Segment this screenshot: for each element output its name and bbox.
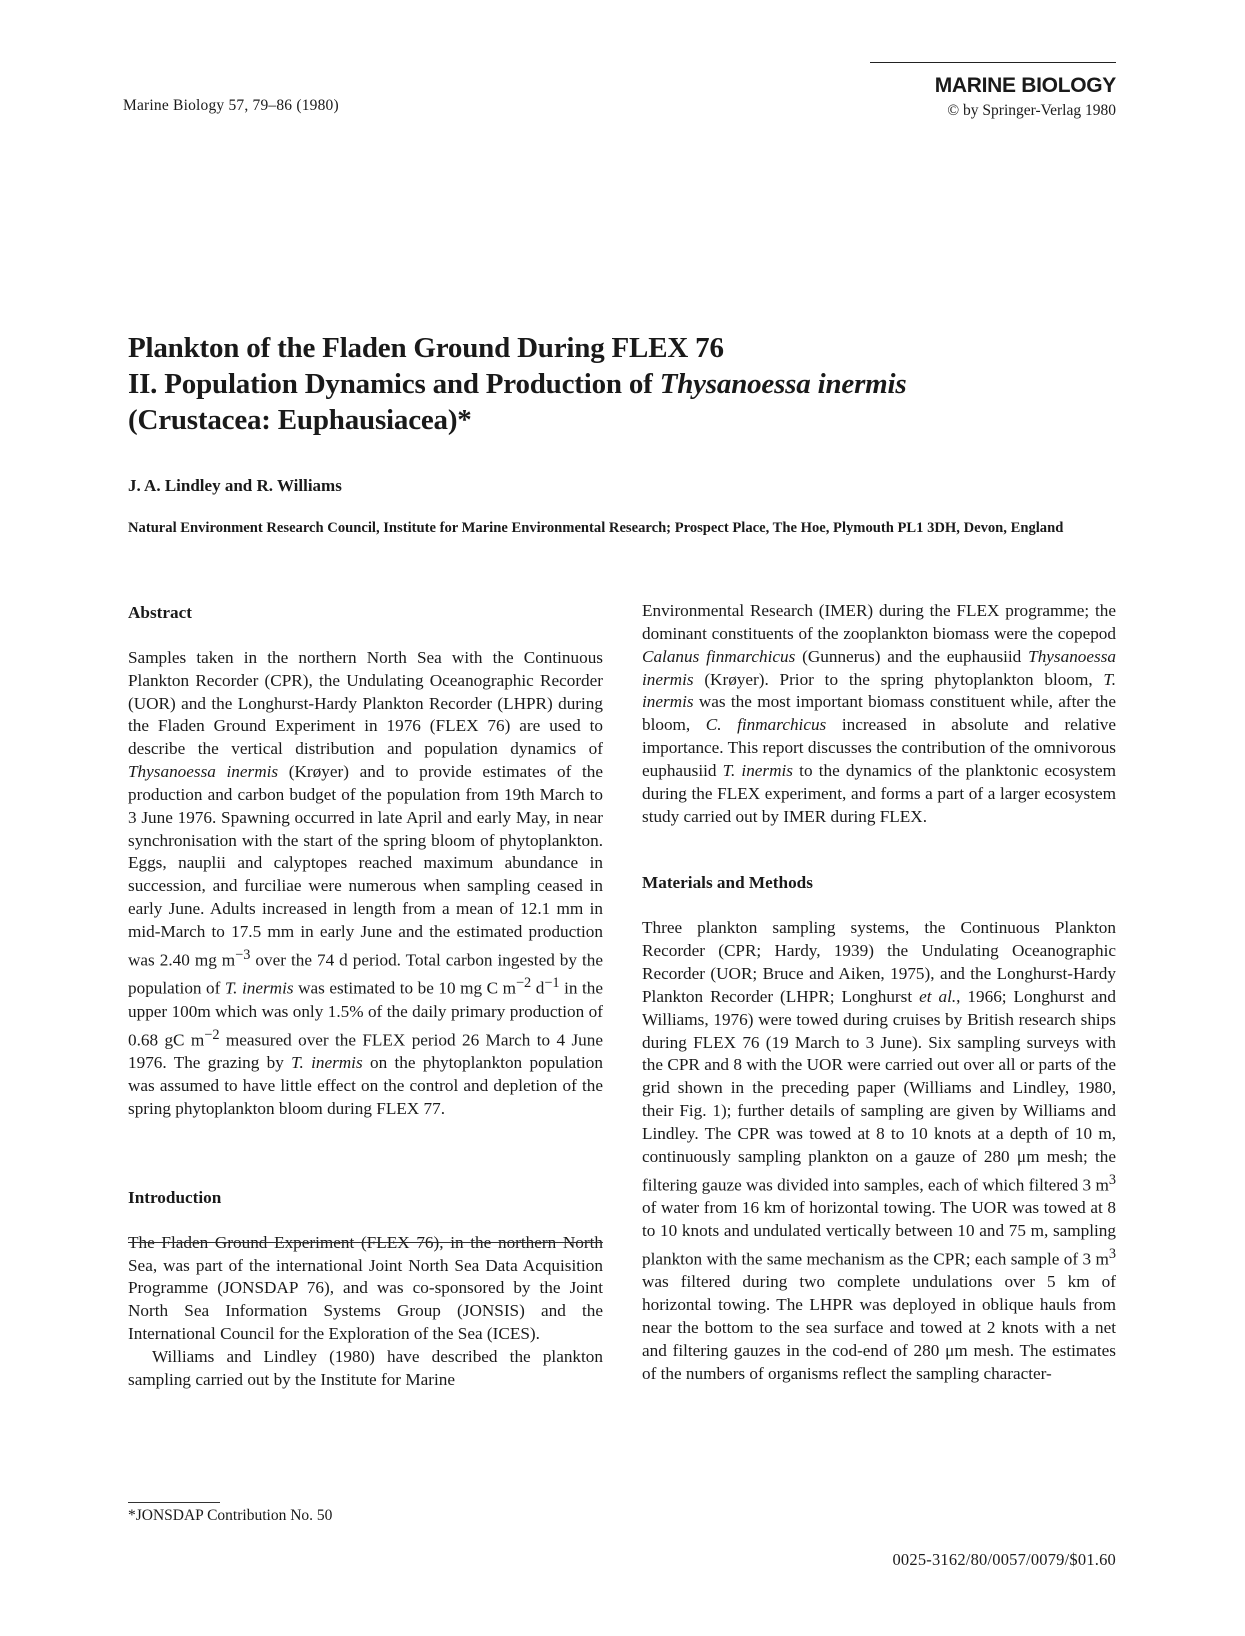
introduction-continued: Environmental Research (IMER) during the FLEX programme; the dominant constituents of the zooplankton biomass were the copepod Calanus finmarchicus (Gunnerus) and the euphausiid Thysanoessa inermis (Krøyer). Prior to the spring phytoplankton bloom, T. inermis was the most important biomass constituent while, after the bloom, C. finmarchicus increased in absolute and relative importance. This report discusses the contribution of the omnivorous euphausiid T. inermis to the dynamics of the planktonic ecosystem during the FLEX experiment, and forms a part of a larger ecosystem study carried out by IMER during FLEX.	[642, 601, 1116, 826]
methods-paragraph: Three plankton sampling systems, the Continuous Plankton Recorder (CPR; Hardy, 1939) the Undulating Oceanographic Recorder (UOR; Bruce and Aiken, 1975), and the Longhurst-Hardy Plankton Recorder (LHPR; Longhurst et al., 1966; Longhurst and Williams, 1976) were towed during cruises by British research ships during FLEX 76 (19 March to 3 June). Six sampling surveys with the CPR and 8 with the UOR were carried out over all or parts of the grid shown in the preceding paper (Williams and Lindley, 1980, their Fig. 1); further details of sampling are given by Williams and Lindley. The CPR was towed at 8 to 10 knots at a depth of 10 m, continuously sampling plankton on a gauze of 280 μm mesh; the filtering gauze was divided into samples, each of which filtered 3 $m^3$ of water from 16 km of horizontal towing. The UOR was towed at 8 to 10 knots and undulated vertically between 10 and 75 m, sampling plankton with the same mechanism as the CPR; each sample of 3 $m^3$ was filtered during two complete undulations over 5 km of horizontal towing. The LHPR was deployed in oblique hauls from near the bottom to the sea surface and towed at 2 knots with a net and filtering gauzes in the cod-end of 280 μm mesh. The estimates of the numbers of organisms reflect the sampling character-	[642, 918, 1116, 1383]
title-line-3: (Crustacea: Euphausiacea)*	[128, 404, 472, 436]
issn-code: 0025-3162/80/0057/0079/$01.60	[892, 1550, 1116, 1569]
introduction-paragraph-1: The Fladen Ground Experiment (FLEX 76), in the northern North Sea, was part of the international Joint North Sea Data Acquisition Programme (JONSDAP 76), and was co-sponsored by the Joint North Sea Information Systems Group (JONSIS) and the International Council for the Exploration of the Sea (ICES).	[128, 1232, 603, 1344]
authors: J. A. Lindley and R. Williams	[128, 476, 342, 495]
journal-brand: MARINE BIOLOGY	[934, 74, 1116, 97]
section-rule	[128, 1242, 603, 1243]
abstract-text: Samples taken in the northern North Sea with the Continuous Plankton Recorder (CPR), the Undulating Oceanographic Recorder (UOR) and the Longhurst-Hardy Plankton Recorder (LHPR) during the Fladen Ground Experiment in 1976 (FLEX 76) are used to describe the vertical distribution and population dynamics of Thysanoessa inermis (Krøyer) and to provide estimates of the production and carbon budget of the population from 19th March to 3 June 1976. Spawning occurred in late April and early May, in near synchronisation with the start of the spring bloom of phytoplankton. Eggs, nauplii and calyptopes reached maximum abundance in succession, and furciliae were numerous when sampling ceased in early June. Adults increased in length from a mean of 12.1 mm in mid-March to 17.5 mm in early June and the estimated production was 2.40 mg $m^{-3}$ over the 74 d period. Total carbon ingested by the population of T. inermis was estimated to be 10 mg C $m^{-2}$ $d^{-1}$ in the upper 100m which was only 1.5% of the daily primary production of 0.68 gC $m^{-2}$ measured over the FLEX period 26 March to 4 June 1976. The grazing by T. inermis on the phytoplankton population was assumed to have little effect on the control and depletion of the spring phytoplankton bloom during FLEX 77.	[128, 647, 604, 1119]
copyright-line: © by Springer-Verlag 1980	[947, 102, 1116, 119]
title-line-1: Plankton of the Fladen Ground During FLEX 76	[128, 332, 724, 364]
footnote-rule	[128, 1502, 220, 1503]
methods-heading: Materials and Methods	[642, 873, 813, 893]
left-column	[128, 602, 603, 1392]
affiliation: Natural Environment Research Council, Institute for Marine Environmental Research; Prospect Place, The Hoe, Plymouth PL1 3DH, Devon, England	[128, 520, 1064, 536]
header-rule	[870, 62, 1116, 63]
title-species: Thysanoessa inermis	[659, 368, 907, 400]
right-column	[642, 600, 1116, 1386]
title-line-2	[128, 366, 906, 402]
footnote: *JONSDAP Contribution No. 50	[128, 1507, 333, 1524]
journal-reference: Marine Biology 57, 79–86 (1980)	[123, 97, 339, 114]
introduction-paragraph-2: Williams and Lindley (1980) have described the plankton sampling carried out by the Institute for Marine	[128, 1346, 603, 1389]
abstract-heading: Abstract	[128, 603, 192, 622]
introduction-heading: Introduction	[128, 1187, 222, 1207]
title-line-2-text: II. Population Dynamics and Production of	[128, 368, 660, 400]
